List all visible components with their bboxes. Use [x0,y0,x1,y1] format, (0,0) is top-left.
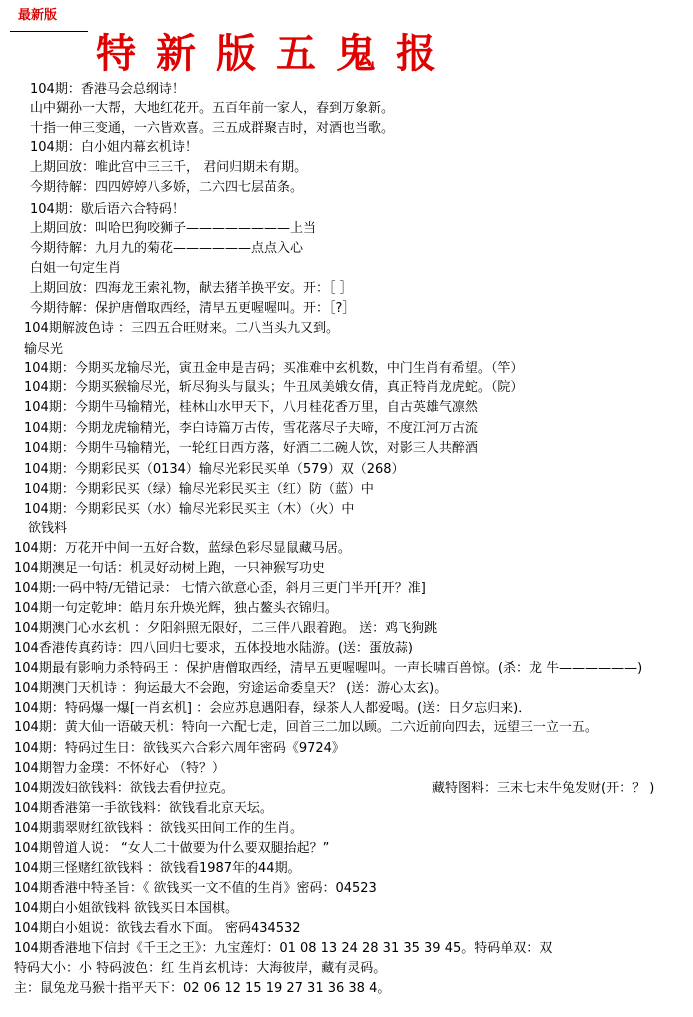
badge-underline [10,31,88,32]
text-line: 104期：香港马会总纲诗！ [30,82,185,97]
text-line: 特码大小：小 特码波色：红 生肖玄机诗：大海彼岸，藏有灵码。 [14,961,387,976]
text-line: 104期香港地下信封《千王之王》：九宝莲灯：01 08 13 24 28 31 35 39 45。特码单双：双 [14,941,553,956]
text-line: 104期：今期牛马输精光，一轮红日西方落，好酒二二碗人饮，对影三人共醉酒 [24,441,478,456]
text-line: 今期待解：四四婷婷八多娇，二六四七层苗条。 [30,180,304,195]
text-line: 主：鼠兔龙马猴十指平天下：02 06 12 15 19 27 31 36 38 4。 [14,981,391,996]
text-line: 104期澳门心水玄机 ：夕阳斜照无限好，二三伴八跟着跑。 送：鸡飞狗跳 [14,621,438,636]
text-line: 104期三怪赌红欲钱料 ：欲钱看1987年的44期。 [14,861,301,876]
text-line: 104期：今期龙虎输精光，李白诗篇万古传，雪花落尽子夫啼，不度江河万古流 [24,421,478,436]
text-line: 104期：特码过生日：欲钱买六合彩六周年密码《9724》 [14,741,345,756]
text-line: 104期：歇后语六合特码！ [30,202,185,217]
text-line: 104期：黄大仙一语破天机：特向一六配七走，回首三二加以顾。二六近前向四去，远望三一立一五。 [14,720,598,735]
text-line: 104期曾道人说： “女人二十做要为什么要双腿抬起？” [14,841,330,856]
text-line: 104期最有影响力杀特码王 ：保护唐僧取西经，清早五更喔喔叫。一声长啸百兽惊。(杀：龙 牛——————) [14,661,643,676]
text-line: 104期:一码中特/无错记录： 七情六欲意心歪，斜月三更门半开[开？准] [14,581,426,596]
text-line: 上期回放：唯此宫中三三千， 君问归期未有期。 [30,160,308,175]
page-title: 特新版五鬼报 [96,30,456,77]
text-line: 104期：今期牛马输精光，桂林山水甲天下，八月桂花香万里，自古英雄气凛然 [24,400,478,415]
text-line: 104期白小姐说：欲钱去看水下面。 密码434532 [14,921,301,936]
text-line: 104期翡翠财红欲钱料 ：欲钱买田间工作的生肖。 [14,821,303,836]
text-line: 上期回放：叫哈巴狗咬狮子————————上当 [30,221,317,236]
text-line: 山中猢孙一大帮，大地红花开。五百年前一家人，春到万象新。 [30,101,395,116]
text-line: 104期：白小姐内幕玄机诗！ [30,140,198,155]
text-line: 104期智力金璞：不怀好心 （特？） [14,761,225,776]
text-line: 白姐一句定生肖 [30,261,122,276]
text-line: 输尽光 [24,342,64,357]
text-line: 104期澳足一句话：机灵好动树上跑，一只神猴写功史 [14,561,325,576]
text-line: 104期香港第一手欲钱料：欲钱看北京天坛。 [14,801,273,816]
text-line: 104期澳门天机诗 ：狗运最大不会跑，穷途运命委皇天？ (送：游心太玄)。 [14,681,448,696]
text-line: 104期：今期买龙输尽光，寅丑金申是吉码；买准难中玄机数，中门生肖有希望。（竿） [24,361,524,376]
text-line: 104期白小姐欲钱料 欲钱买日本国棋。 [14,901,238,916]
text-line: 十指一伸三变通，一六皆欢喜。三五成群聚吉时，对酒也当歌。 [30,121,395,136]
side-note: 藏特图料：三末七末牛兔发财(开：？ ) [432,781,655,796]
text-line: 今期待解：保护唐僧取西经，清早五更喔喔叫。开：［?］ [30,301,356,316]
text-line: 104期一句定乾坤：皓月东升焕光辉，独占鳌头衣锦归。 [14,601,338,616]
text-line: 104期：万花开中间一五好合数，蓝绿色彩尽显鼠藏马居。 [14,541,351,556]
text-line: 104期泼妇欲钱料：欲钱去看伊拉克。 [14,781,234,796]
text-line: 104期解波色诗 ：三四五合旺财来。二八当头九又到。 [24,321,339,336]
text-line: 104期：今期买猴输尽光，斩尽狗头与鼠头；牛丑凤美娥女倩，真正特肖龙虎蛇。（院） [24,380,524,395]
text-line: 104期：今期彩民买（绿）输尽光彩民买主（红）防（蓝）中 [24,482,374,497]
text-line: 今期待解：九月九的菊花——————点点入心 [30,241,304,256]
text-line: 104香港传真药诗：四八回归七要求，五体投地水陆游。(送：蛋放蒜) [14,641,413,656]
text-line: 104期香港中特圣旨：《 欲钱买一文不值的生肖》密码：04523 [14,881,377,896]
edition-badge: 最新版 [18,8,58,23]
text-line: 上期回放：四海龙王索礼物，献去猪羊换平安。开：［ ］ [30,281,353,296]
text-line: 104期：特码爆一爆[一肖玄机] ：会应苏息遇阳春，绿茶人人都爱喝。(送：日夕忘归来)． [14,701,532,716]
text-line: 欲钱料 [28,521,68,536]
text-line: 104期：今期彩民买（0134）输尽光彩民买单（579）双（268） [24,462,405,477]
text-line: 104期：今期彩民买（水）输尽光彩民买主（木）（火）中 [24,502,355,517]
